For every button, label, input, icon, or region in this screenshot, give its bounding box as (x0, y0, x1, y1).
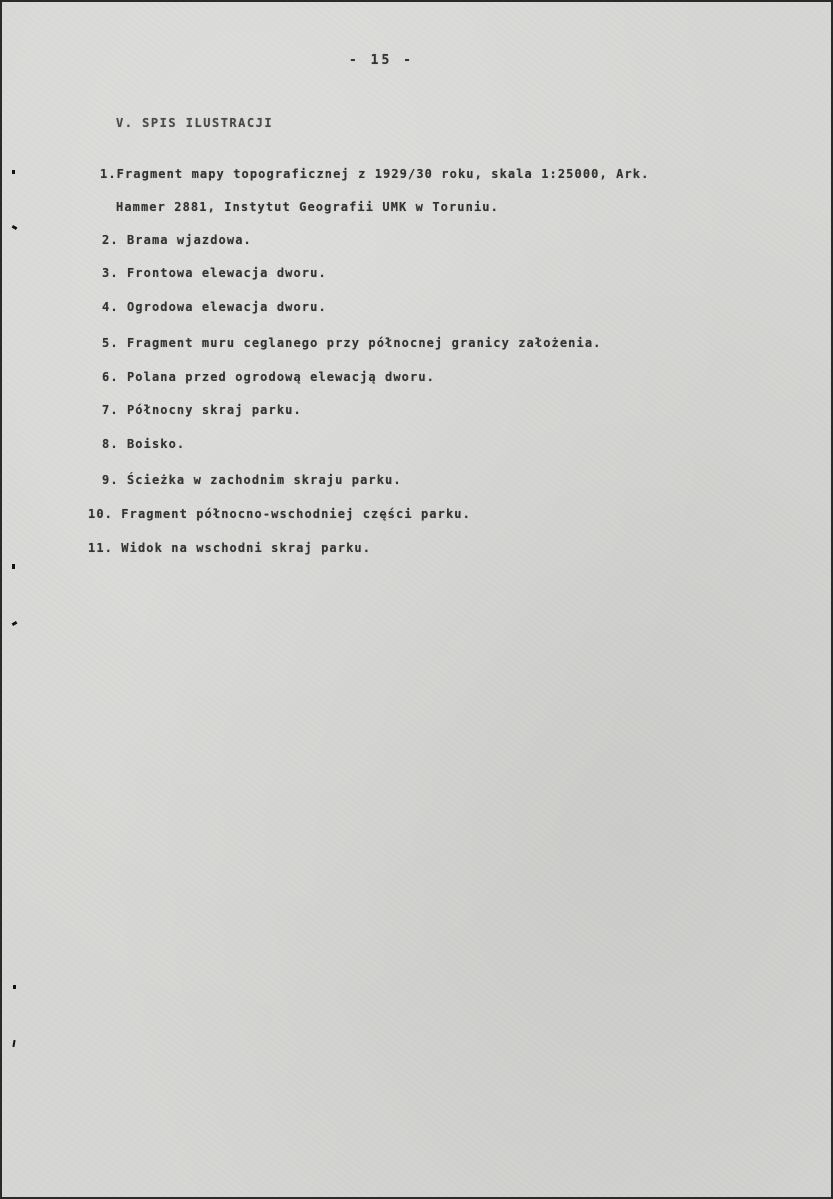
section-title: V. SPIS ILUSTRACJI (116, 116, 274, 130)
list-item: 6. Polana przed ogrodową elewacją dworu. (102, 370, 435, 384)
list-item: 11. Widok na wschodni skraj parku. (88, 541, 372, 555)
list-item: 5. Fragment muru ceglanego przy północnej granicy założenia. (102, 336, 602, 350)
list-item: 2. Brama wjazdowa. (102, 233, 252, 247)
margin-mark (12, 225, 18, 230)
margin-mark (12, 170, 15, 174)
list-item: Hammer 2881, Instytut Geografii UMK w Toruniu. (116, 200, 499, 214)
list-item: 3. Frontowa elewacja dworu. (102, 266, 327, 280)
list-item: 8. Boisko. (102, 437, 186, 451)
list-item: 4. Ogrodowa elewacja dworu. (102, 300, 327, 314)
list-item: 10. Fragment północno-wschodniej części parku. (88, 507, 471, 521)
margin-mark (12, 1040, 15, 1047)
margin-mark (13, 985, 16, 989)
page-number: - 15 - (349, 53, 414, 68)
list-item: 1.Fragment mapy topograficznej z 1929/30 roku, skala 1:25000, Ark. (100, 167, 650, 181)
margin-mark (12, 621, 18, 626)
list-item: 9. Ścieżka w zachodnim skraju parku. (102, 473, 402, 487)
margin-mark (12, 564, 15, 569)
list-item: 7. Północny skraj parku. (102, 403, 302, 417)
